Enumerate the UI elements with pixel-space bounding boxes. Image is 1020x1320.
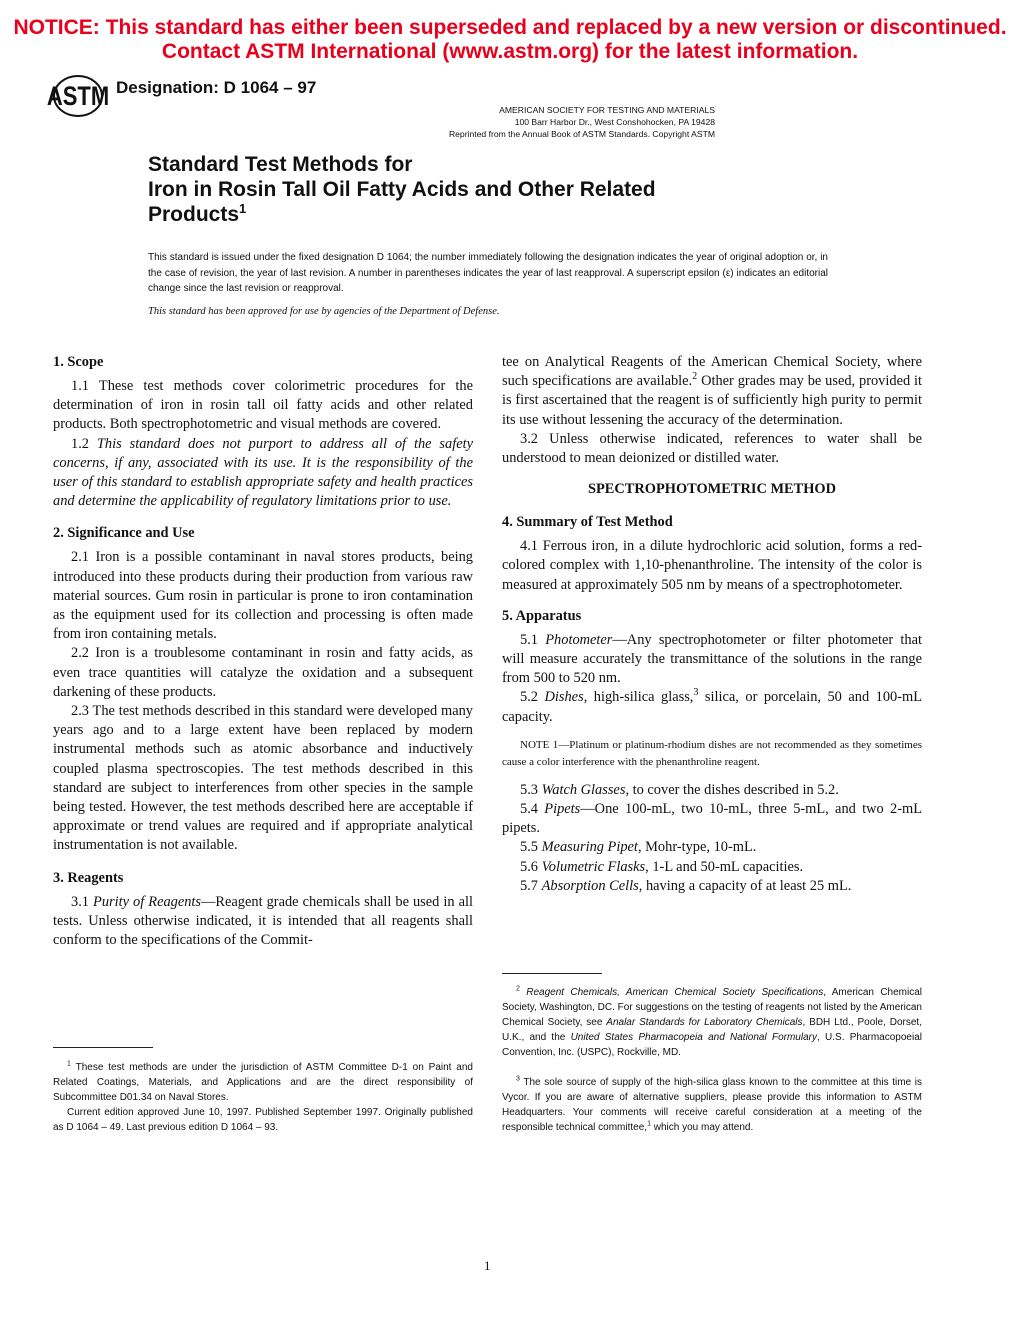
left-column: [53, 353, 473, 950]
footnote-rule-right: [502, 973, 602, 974]
svg-text:ASTM: ASTM: [46, 82, 110, 112]
footnote-3: $^3$ The sole source of supply of the high-silica glass known to the committee at this time is Vycor. If you are aware of alternative suppliers, please provide this information to ASTM Headquarters. Your comments will receive careful consideration at a meeting of the responsible technical committee,$^1$ which you may attend.: [502, 1075, 922, 1133]
para-5-6: 5.6 Volumetric Flasks, 1-L and 50-mL capacities.: [520, 858, 804, 875]
para-3-2: 3.2 Unless otherwise indicated, references to water shall be understood to mean deionized or distilled water.: [502, 430, 922, 467]
publisher-line-2: 100 Barr Harbor Dr., West Conshohocken, PA 19428: [514, 117, 715, 127]
section-4-heading: 4. Summary of Test Method: [502, 514, 673, 531]
section-3-heading: 3. Reagents: [53, 869, 124, 886]
para-5-2: 5.2 Dishes, high-silica glass,$^3$ silica, or porcelain, 50 and 100-mL capacity.: [502, 687, 922, 725]
issuance-statement: This standard is issued under the fixed designation D 1064; the number immediately following the designation indicates the year of original adoption or, in the case of revision, the year of last revision. A number in parentheses indicates the year of last reapproval. A superscript epsilon (ε) indicates an editorial change since the last revision or reapproval.: [148, 252, 828, 294]
para-4-1: 4.1 Ferrous iron, in a dilute hydrochloric acid solution, forms a red-colored complex with 1,10-phenanthroline. The intensity of the color is measured at approximately 505 nm by means of a spectrophotometer.: [502, 538, 922, 593]
designation: Designation: D 1064 – 97: [116, 78, 317, 97]
title-line-3: Products$^1$: [148, 201, 247, 226]
para-2-1: 2.1 Iron is a possible contaminant in naval stores products, being introduced into these products during their production from various raw material sources. Gum rosin in particular is prone to iron contamination as the equipment used for its collection and processing is often made from iron containing metals.: [53, 549, 473, 643]
title-footnote-mark: 1: [239, 201, 247, 216]
para-2-3: 2.3 The test methods described in this standard were developed many years ago and to a large extent have been replaced by modern instrumental methods such as atomic absorbance and inductively coupled plasma spectroscopies. The test methods described in this standard are subject to interferences from other species in the sample being tested. However, the test methods described here are acceptable if approximate or trend values are required and if appropriate analytical instrumentation is not available.: [53, 703, 473, 854]
publisher-line-3: Reprinted from the Annual Book of ASTM Standards. Copyright ASTM: [448, 129, 715, 139]
notice-line-1: NOTICE: This standard has either been superseded and replaced by a new version or discontinued.: [13, 16, 1007, 39]
footnote-2: $^2$ Reagent Chemicals, American Chemical Society Specifications, American Chemical Society, Washington, DC. For suggestions on the testing of reagents not listed by the American Chemical Society, see Analar Standards for Laboratory Chemicals, BDH Ltd., Poole, Dorset, U.K., and the United States Pharmacopeia and National Formulary, U.S. Pharmacopoeial Convention, Inc. (USPC), Rockville, MD.: [502, 985, 923, 1058]
footnote-rule-left: [53, 1047, 153, 1048]
notice-line-2: Contact ASTM International (www.astm.org) for the latest information.: [161, 40, 859, 63]
para-3-1-continued: tee on Analytical Reagents of the American Chemical Society, where such specifications are available.$^2$ Other grades may be used, provided it is first ascertained that the reagent is of sufficiently high purity to permit its use without lessening the accuracy of the determination.: [502, 354, 923, 428]
footnote-1: $^1$ These test methods are under the jurisdiction of ASTM Committee D-1 on Paint and Related Coatings, Materials, and Applications and are the direct responsibility of Subcommittee D01.34 on Naval Stores. Current edition approved June 10, 1997. Published September 1997. Originally published as D 1064 – 49. Last previous edition D 1064 – 93.: [53, 1060, 473, 1133]
para-5-7: 5.7 Absorption Cells, having a capacity of at least 25 mL.: [520, 877, 852, 894]
para-5-1: 5.1 Photometer—Any spectrophotometer or filter photometer that will measure accurately the transmittance of the solutions in the range from 500 to 520 nm.: [502, 631, 923, 687]
para-5-3: 5.3 Watch Glasses, to cover the dishes described in 5.2.: [520, 781, 839, 798]
approval-statement: This standard has been approved for use by agencies of the Department of Defense.: [148, 306, 500, 317]
para-5-5: 5.5 Measuring Pipet, Mohr-type, 10-mL.: [520, 839, 757, 856]
para-3-1: 3.1 Purity of Reagents—Reagent grade chemicals shall be used in all tests. Unless otherwise indicated, it is intended that all reagents shall conform to the specifications of the Commit-: [53, 893, 474, 949]
section-1-heading: 1. Scope: [53, 354, 104, 370]
page-number: 1: [484, 1258, 491, 1273]
astm-logo-icon: [46, 74, 110, 118]
section-2-heading: 2. Significance and Use: [53, 525, 195, 542]
title-line-1: Standard Test Methods for: [148, 153, 413, 176]
para-2-2: 2.2 Iron is a troublesome contaminant in rosin and fatty acids, as even trace quantities will catalyze the oxidation and a subsequent darkening of these products.: [53, 645, 473, 700]
publisher-line-1: AMERICAN SOCIETY FOR TESTING AND MATERIALS: [499, 105, 715, 115]
para-1-2: 1.2 This standard does not purport to address all of the safety concerns, if any, associated with its use. It is the responsibility of the user of this standard to establish appropriate safety and health practices and determine the applicability of regulatory limitations prior to use.: [53, 435, 473, 510]
para-1-1: 1.1 These test methods cover colorimetric procedures for the determination of iron in rosin tall oil fatty acids and other related products. Both spectrophotometric and visual methods are covered.: [53, 378, 473, 433]
method-heading: SPECTROPHOTOMETRIC METHOD: [588, 481, 836, 498]
right-column: [502, 353, 922, 896]
note-1: NOTE 1—Platinum or platinum-rhodium dishes are not recommended as they sometimes cause a color interference with the phenanthroline reagent.: [502, 738, 922, 768]
para-5-4: 5.4 Pipets—One 100-mL, two 10-mL, three 5-mL, and two 2-mL pipets.: [502, 801, 922, 837]
title-line-2: Iron in Rosin Tall Oil Fatty Acids and Other Related: [148, 178, 656, 201]
section-5-heading: 5. Apparatus: [502, 607, 582, 624]
